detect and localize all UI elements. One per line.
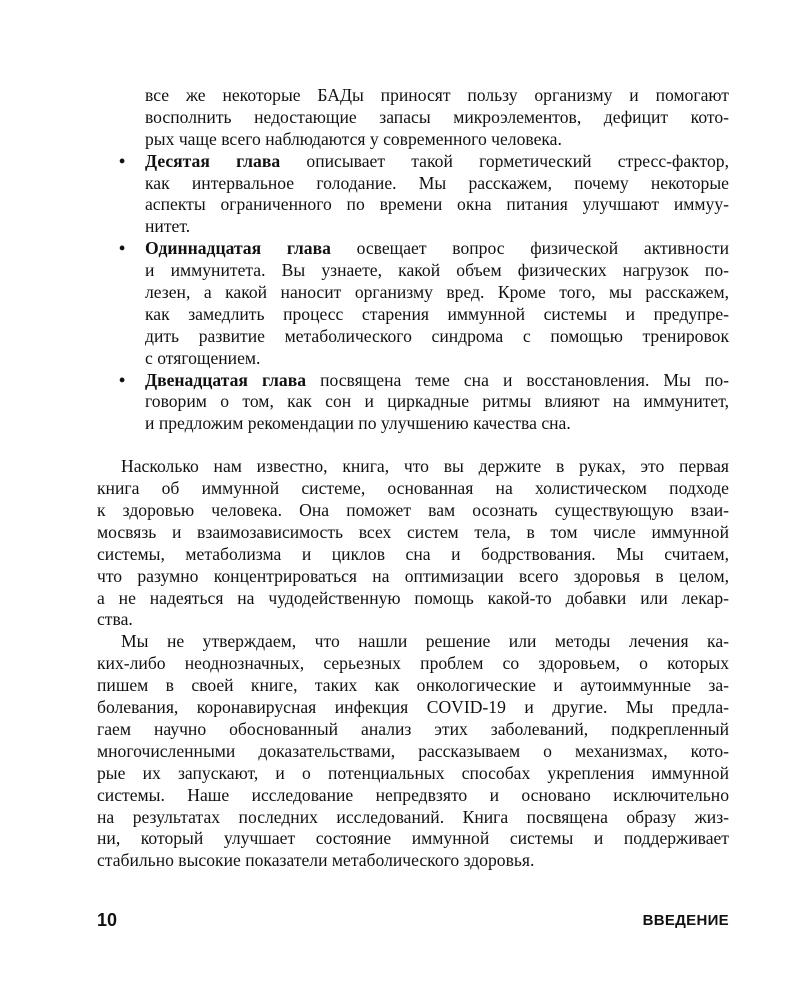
text-line: а не надеяться на чудодейственную помощь какой-то добавки или лекар- (97, 587, 729, 608)
text-line: на результатах последних исследований. Книга посвящена образу жиз- (97, 806, 729, 827)
text-line: говорим о том, как сон и циркадные ритмы влияют на иммунитет, (145, 391, 729, 412)
text-line: дить развитие метаболического синдрома с помощью тренировок (145, 325, 729, 346)
chapter-name: Одиннадцатая глава (145, 238, 331, 259)
text-line: Мы не утверждаем, что нашли решение или методы лечения ка- (121, 631, 729, 652)
text-line: все же некоторые БАДы приносят пользу организму и помогают (145, 85, 729, 105)
chapter-name: Десятая глава (145, 150, 281, 171)
text-line: восполнить недостающие запасы микроэлементов, дефицит кото- (145, 106, 729, 127)
text-span: описывает такой горметический стресс-фактор, (280, 150, 729, 171)
paragraph-spacer (97, 435, 729, 456)
page-number: 10 (97, 910, 118, 930)
text-line: стабильно высокие показатели метаболического здоровья. (97, 850, 535, 871)
bullet-icon: • (119, 369, 126, 390)
text-line: к здоровью человека. Она поможет вам осознать существующую взаи- (97, 500, 729, 521)
bullet-first-line (97, 370, 729, 392)
running-head: ВВЕДЕНИЕ (642, 912, 729, 929)
text-line: ства. (97, 609, 133, 630)
bullet-item-chapter-10 (97, 151, 729, 239)
text-line: болевания, коронавирусная инфекция COVID-19 и другие. Мы предла- (97, 697, 729, 718)
text-line: книга об иммунной системе, основанная на холистическом подходе (97, 478, 729, 499)
text-line: как интервальное голодание. Мы расскажем, почему некоторые (145, 172, 729, 193)
bullet-icon: • (119, 150, 126, 171)
text-line: системы. Наше исследование непредвзято и основано исключительно (97, 784, 729, 805)
text-line: многочисленными доказательствами, рассказываем о механизмах, кото- (97, 740, 729, 761)
text-line: мосвязь и взаимозависимость всех систем тела, в том числе иммунной (97, 521, 729, 542)
page-body (97, 85, 729, 872)
page-footer (97, 908, 729, 938)
text-line: нитет. (145, 216, 191, 237)
text-line: пишем в своей книге, таких как онкологические и аутоиммунные за- (97, 675, 729, 696)
intro-continuation (97, 85, 729, 151)
text-line: лезен, а какой наносит организму вред. Кроме того, мы расскажем, (145, 282, 729, 303)
text-line: с отягощением. (145, 347, 261, 368)
paragraph-disclaimer (97, 631, 729, 872)
text-line: ни, который улучшает состояние иммунной системы и поддерживает (97, 828, 729, 849)
chapter-name: Двенадцатая глава (145, 369, 307, 390)
bullet-item-chapter-12 (97, 370, 729, 436)
bullet-icon: • (119, 238, 126, 259)
text-span: освещает вопрос физической активности (330, 238, 730, 259)
text-line: аспекты ограниченного по времени окна питания улучшают иммуу- (145, 194, 729, 215)
text-line: рые их запускают, и о потенциальных способах укрепления иммунной (97, 762, 729, 783)
paragraph-holistic (97, 456, 729, 631)
text-line: Насколько нам известно, книга, что вы держите в руках, это первая (121, 456, 729, 477)
text-line: что разумно концентрироваться на оптимизации всего здоровья в целом, (97, 565, 729, 586)
text-span: посвящена теме сна и восстановления. Мы по- (306, 369, 730, 390)
bullet-item-chapter-11 (97, 238, 729, 369)
bullet-first-line (97, 238, 729, 260)
text-line: и иммунитета. Вы узнаете, какой объем физических нагрузок по- (145, 260, 729, 281)
text-line: и предложим рекомендации по улучшению качества сна. (145, 413, 571, 434)
text-line: как замедлить процесс старения иммунной системы и предупре- (145, 303, 729, 324)
text-line: системы, метаболизма и циклов сна и бодрствования. Мы считаем, (97, 543, 729, 564)
text-line: ких-либо неоднозначных, серьезных проблем со здоровьем, о которых (97, 653, 729, 674)
text-line: гаем научно обоснованный анализ этих заболеваний, подкрепленный (97, 718, 729, 739)
bullet-first-line (97, 151, 729, 173)
text-line: рых чаще всего наблюдаются у современного человека. (145, 128, 562, 149)
